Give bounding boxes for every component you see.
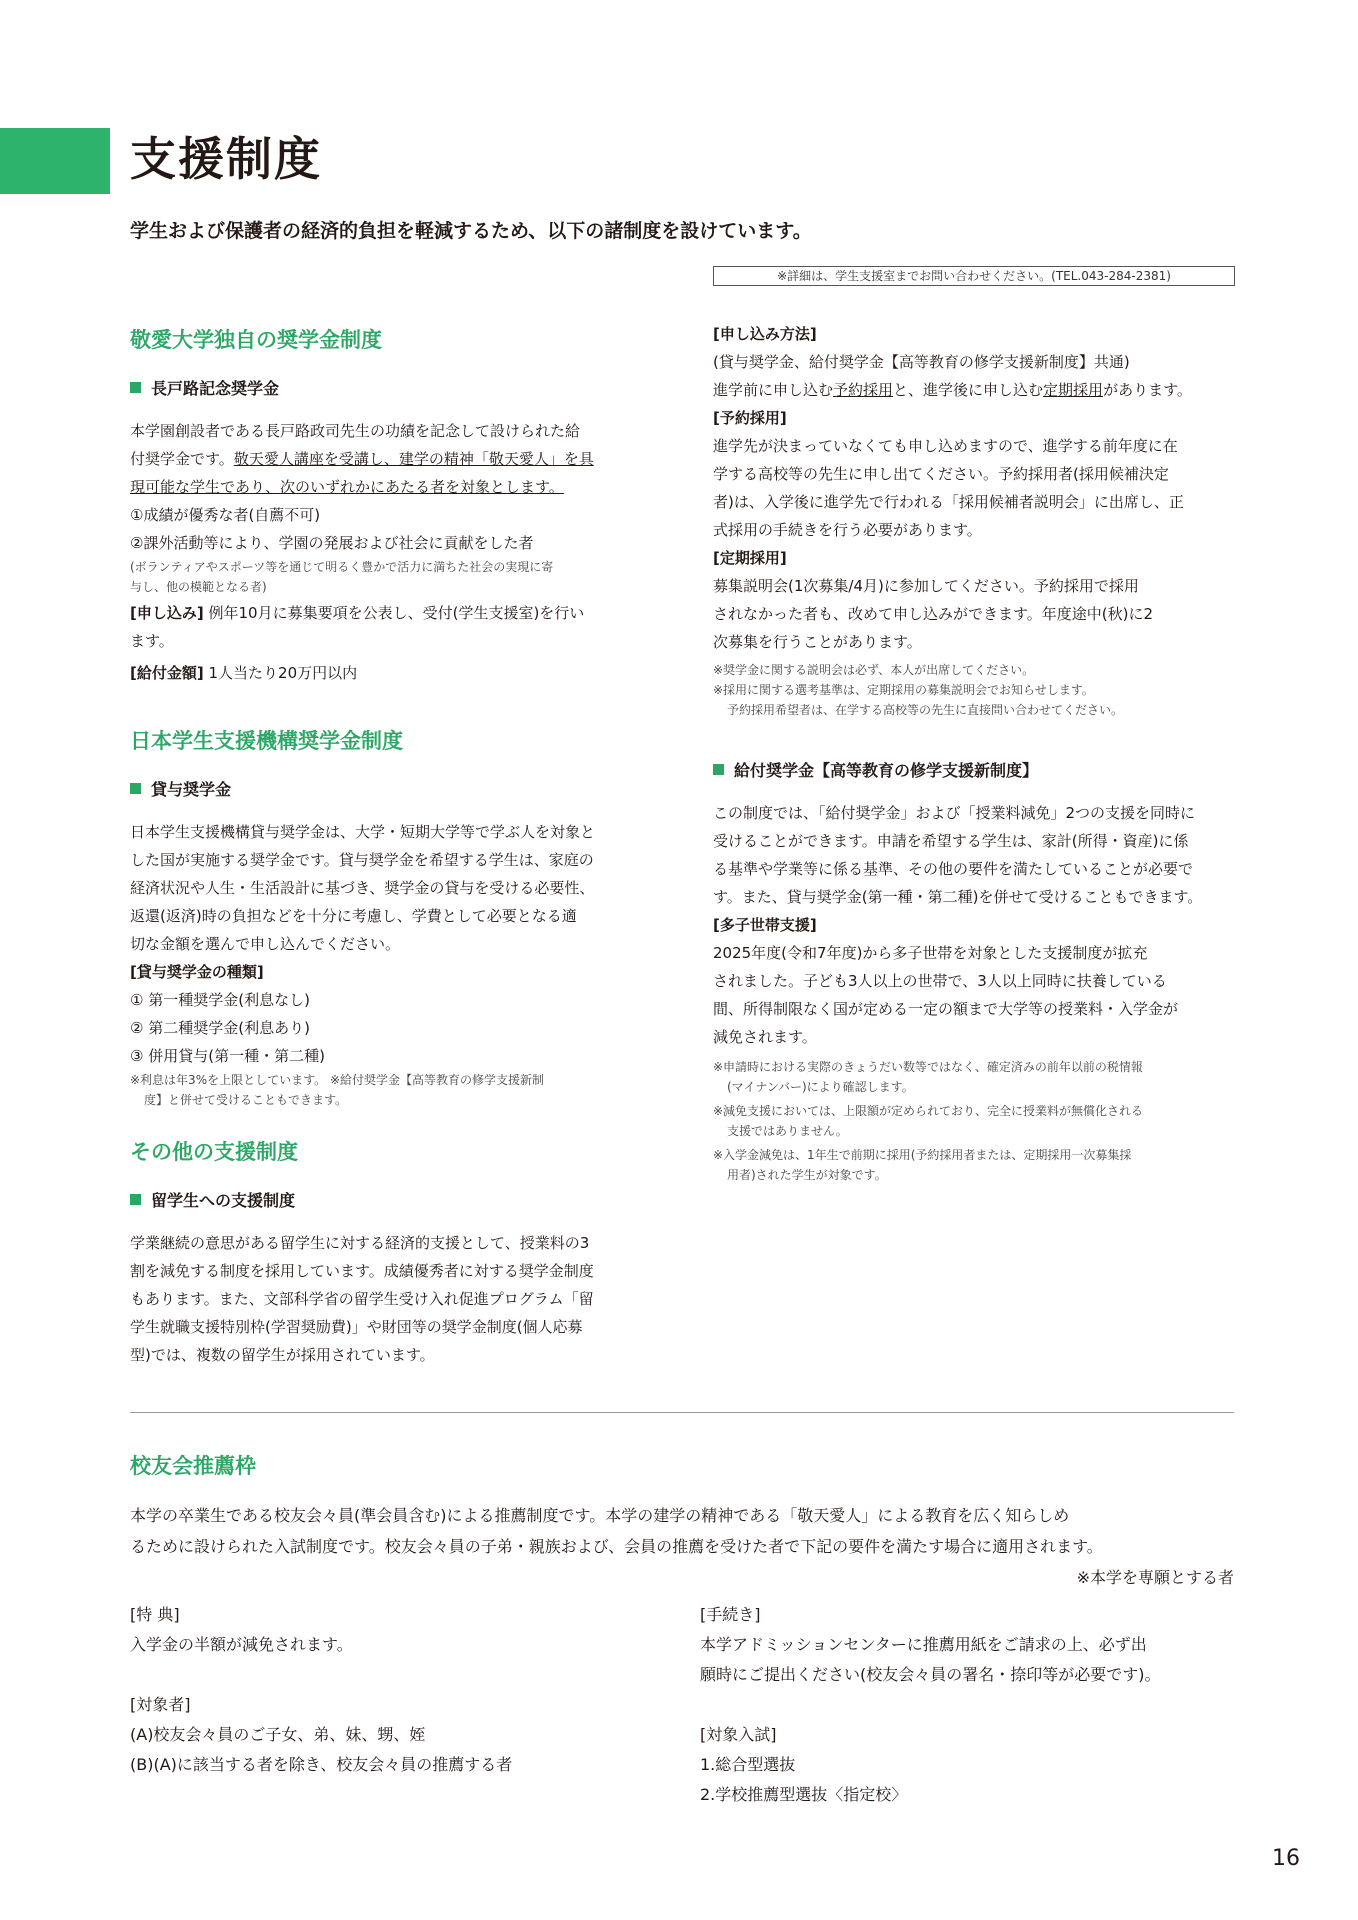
- koyukai-left-details: [130, 1600, 670, 1780]
- tetsuzuki-label: [手続き]: [700, 1605, 761, 1624]
- tokuten-text: 入学金の半額が減免されます。: [130, 1635, 353, 1654]
- loan-type-1: ① 第一種奨学金(利息なし): [130, 991, 310, 1009]
- taiyo-description: 日本学生支援機構貸与奨学金は、大学・短期大学等で学ぶ人を対象と した国が実施する奨学金です。貸与奨学金を希望する学生は、家庭の 経済状況や人生・生活設計に基づき、奨学金の貸与を受ける必要性、 返還(返済)時の負担などを十分に考慮し、学費として必要となる適 切な金額を選んで申し込んでください。 [貸与奨学金の種類] ① 第一種奨学金(利息なし) ② 第二種奨学金(利息あり) ③ 併用貸与(第一種・第二種): [130, 818, 660, 1070]
- section-heading-koyukai: 校友会推薦枠: [130, 1454, 256, 1478]
- tokuten-label: [特 典]: [130, 1605, 180, 1624]
- square-bullet-icon: [130, 382, 141, 393]
- loan-type-2: ② 第二種奨学金(利息あり): [130, 1019, 310, 1037]
- kyufu-description: この制度では、「給付奨学金」および「授業料減免」2つの支援を同時に 受けることができます。申請を希望する学生は、家計(所得・資産)に係 る基準や学業等に係る基準、その他の要件を満たしていることが必要で す。また、貸与奨学金(第一種・第二種)を併せて受けることもできます。 [多子世帯支援] 2025年度(令和7年度)から多子世帯を対象とした支援制度が拡充 されました。子ども3人以上の世帯で、3人以上同時に扶養している 間、所得制限なく国が定める一定の額まで大学等の授業料・入学金が 減免されます。: [713, 804, 1203, 1046]
- nagatoro-application: [申し込み] 例年10月に募集要項を公表し、受付(学生支援室)を行い ます。 [給付金額] 1人当たり20万円以内: [130, 604, 585, 682]
- title-accent-bar: [0, 128, 110, 194]
- koyukai-section: [130, 1450, 1234, 1593]
- international-description: 学業継続の意思がある留学生に対する経済的支援として、授業料の3 割を減免する制度を採用しています。成績優秀者に対する奨学金制度 もあります。また、文部科学省の留学生受け入れ促進プログラム「留 学生就職支援特別枠(学習奨励費)」や財団等の奨学金制度(個人応募 型)では、複数の留学生が採用されています。: [130, 1234, 594, 1364]
- tetsuzuki-text-1: 本学アドミッションセンターに推薦用紙をご請求の上、必ず出: [700, 1635, 1147, 1654]
- subheading-kyufu: 給付奨学金【高等教育の修学支援新制度】: [713, 758, 1243, 781]
- loan-type-3: ③ 併用貸与(第一種・第二種): [130, 1047, 325, 1065]
- taisho-a: (A)校友会々員のご子女、弟、妹、甥、姪: [130, 1725, 426, 1744]
- taisho-b: (B)(A)に該当する者を除き、校友会々員の推薦する者: [130, 1755, 513, 1774]
- nyushi-item-1: 1.総合型選抜: [700, 1755, 796, 1774]
- tetsuzuki-text-2: 願時にご提出ください(校友会々員の署名・捺印等が必要です)。: [700, 1665, 1161, 1684]
- square-bullet-icon: [713, 764, 724, 775]
- koyukai-note: ※本学を専願とする者: [1076, 1568, 1234, 1587]
- section-heading-jasso: 日本学生支援機構奨学金制度: [130, 729, 403, 753]
- page-title: 支援制度: [130, 132, 322, 186]
- subheading-international: 留学生への支援制度: [130, 1188, 660, 1211]
- page-number: 16: [1272, 1846, 1300, 1871]
- left-column: [130, 324, 660, 1369]
- koyukai-right-details: [700, 1600, 1240, 1810]
- koyukai-description: 本学の卒業生である校友会々員(準会員含む)による推薦制度です。本学の建学の精神である「敬天愛人」による教育を広く知らしめ るために設けられた入試制度です。校友会々員の子弟・親族および、会員の推薦を受けた者で下記の要件を満たす場合に適用されます。 ※本学を専願とする者: [130, 1500, 1234, 1593]
- section-divider: [130, 1412, 1234, 1413]
- section-heading-other: その他の支援制度: [130, 1140, 298, 1164]
- application-method: [申し込み方法] (貸与奨学金、給付奨学金【高等教育の修学支援新制度】共通) 進学前に申し込む予約採用と、進学後に申し込む定期採用があります。 [予約採用] 進学先が決まっていなくても申し込めますので、進学する前年度に在 学する高校等の先生に申し出てください。予約採用者(採用候補決定 者)は、入学後に進学先で行われる「採用候補者説明会」に出席し、正 式採用の手続きを行う必要があります。 [定期採用] 募集説明会(1次募集/4月)に参加してください。予約採用で採用 されなかった者も、改めて申し込みができます。年度途中(秋)に2 次募集を行うことがあります。: [713, 325, 1192, 651]
- nagatoro-description: 本学園創設者である長戸路政司先生の功績を記念して設けられた給 付奨学金です。敬天愛人講座を受講し、建学の精神「敬天愛人」を具 現可能な学生であり、次のいずれかにあたる者を対象とします。 ①成績が優秀な者(自薦不可) ②課外活動等により、学園の発展および社会に貢献をした者: [130, 417, 660, 557]
- nagatoro-note: (ボランティアやスポーツ等を通じて明るく豊かで活力に満ちた社会の実現に寄 与し、他の模範となる者): [130, 560, 554, 594]
- criteria-item-2: ②課外活動等により、学園の発展および社会に貢献をした者: [130, 534, 534, 552]
- nyushi-label: [対象入試]: [700, 1725, 777, 1744]
- right-column: [713, 320, 1243, 1185]
- taiyo-note: ※利息は年3%を上限としています。 ※給付奨学金【高等教育の修学支援新制 度】と併せて受けることもできます。: [130, 1073, 545, 1107]
- contact-note: ※詳細は、学生支援室までお問い合わせください。(TEL.043-284-2381): [713, 266, 1235, 286]
- section-heading-keiai: 敬愛大学独自の奨学金制度: [130, 328, 382, 352]
- square-bullet-icon: [130, 1194, 141, 1205]
- kyufu-notes: ※申請時における実際のきょうだい数等ではなく、確定済みの前年以前の税情報 (マイナンバー)により確認します。 ※減免支援においては、上限額が定められており、完全に授業料が無償化される 支援ではありません。 ※入学金減免は、1年生で前期に採用(予約採用者または、定期採用一次募集採 用者)された学生が対象です。: [713, 1060, 1144, 1182]
- criteria-item-1: ①成績が優秀な者(自薦不可): [130, 506, 321, 524]
- subheading-nagatoro: 長戸路記念奨学金: [130, 376, 660, 399]
- square-bullet-icon: [130, 783, 141, 794]
- taisho-label: [対象者]: [130, 1695, 191, 1714]
- subheading-taiyo: 貸与奨学金: [130, 777, 660, 800]
- nyushi-item-2: 2.学校推薦型選抜〈指定校〉: [700, 1785, 908, 1804]
- method-notes: ※奨学金に関する説明会は必ず、本人が出席してください。 ※採用に関する選考基準は、定期採用の募集説明会でお知らせします。 予約採用希望者は、在学する高校等の先生に直接問い合わせてください。: [713, 663, 1124, 717]
- intro-text: 学生および保護者の経済的負担を軽減するため、以下の諸制度を設けています。: [130, 220, 812, 242]
